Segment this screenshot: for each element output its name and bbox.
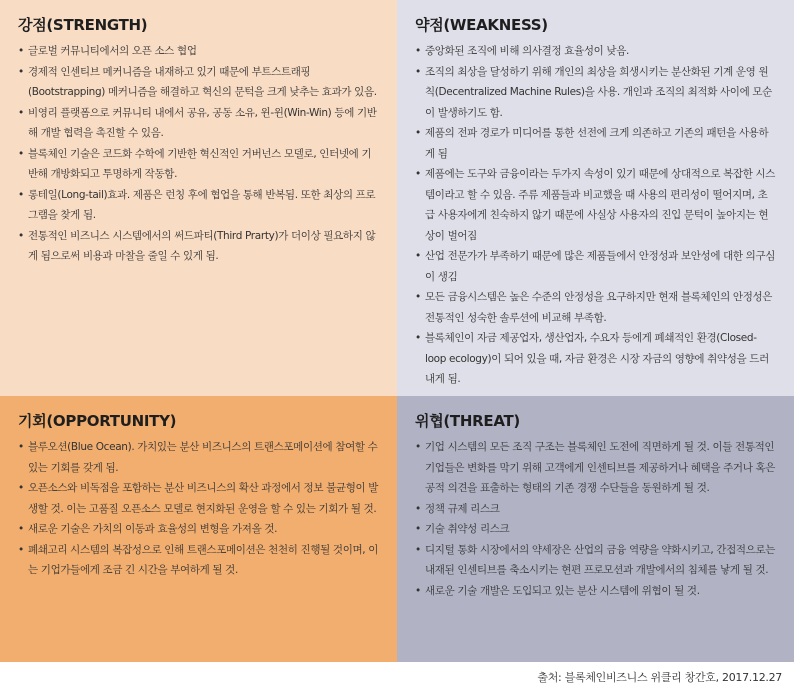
strength-quadrant bbox=[0, 0, 397, 396]
list-item: • 블록체인 기술은 코드화 수학에 기반한 혁신적인 거버넌스 모델로, 인터넷에 기반해 개방화되고 투명하게 작동함. bbox=[18, 144, 379, 185]
list-item: • 산업 전문가가 부족하기 때문에 많은 제품들에서 안정성과 보안성에 대한 의구심이 생김 bbox=[415, 246, 776, 287]
list-item: • 제품의 전파 경로가 미디어를 통한 선전에 크게 의존하고 기존의 패턴을 사용하게 됨 bbox=[415, 123, 776, 164]
opportunity-title: 기회(OPPORTUNITY) bbox=[18, 412, 177, 430]
list-item: • 블록체인이 자금 제공업자, 생산업자, 수요자 등에게 폐쇄적인 환경(Closed-loop ecology)이 되어 있을 때, 자금 환경은 시장 자금의 영향에 취약성을 드러내게 됨. bbox=[415, 328, 776, 390]
opportunity-quadrant bbox=[0, 396, 397, 662]
strength-title: 강점(STRENGTH) bbox=[18, 16, 148, 34]
weakness-quadrant bbox=[397, 0, 794, 396]
list-item: • 경제적 인센티브 메커니즘을 내재하고 있기 때문에 부트스트래핑(Bootstrapping) 메커니즘을 해결하고 혁신의 문턱을 크게 낮추는 효과가 있음. bbox=[18, 62, 379, 103]
list-item: • 오픈소스와 비독점을 포함하는 분산 비즈니스의 확산 과정에서 정보 불균형이 발생할 것. 이는 고품질 오픈소스 모델로 현지화된 운영을 할 수 있는 기회가 될 것. bbox=[18, 478, 379, 519]
list-item: • 새로운 기술 개발은 도입되고 있는 분산 시스템에 위협이 될 것. bbox=[415, 581, 776, 602]
list-item: • 제품에는 도구와 금융이라는 두가지 속성이 있기 때문에 상대적으로 복잡한 시스템이라고 할 수 있음. 주류 제품들과 비교했을 때 사용의 편리성이 떨어지며, 초급 사용자에게 친숙하지 않기 때문에 사실상 사용자의 진입 문턱이 높아지는 현상이 벌어짐 bbox=[415, 164, 776, 246]
threat-list bbox=[415, 437, 776, 601]
list-item: • 정책 규제 리스크 bbox=[415, 499, 776, 520]
list-item: • 글로벌 커뮤니티에서의 오픈 소스 협업 bbox=[18, 41, 379, 62]
strength-list bbox=[18, 41, 379, 267]
list-item: • 비영리 플랫폼으로 커뮤니티 내에서 공유, 공동 소유, 윈-윈(Win-Win) 등에 기반해 개발 협력을 촉진할 수 있음. bbox=[18, 103, 379, 144]
list-item: • 디지털 통화 시장에서의 약세장은 산업의 금융 역량을 약화시키고, 간접적으로는 내재된 인센티브를 축소시키는 현편 프로모션과 개발에서의 침체를 낳게 될 것. bbox=[415, 540, 776, 581]
list-item: • 롱테일(Long-tail)효과. 제품은 런칭 후에 협업을 통해 반복됨. 또한 최상의 프로그램을 찾게 됨. bbox=[18, 185, 379, 226]
list-item: • 새로운 기술은 가치의 이동과 효율성의 변형을 가져올 것. bbox=[18, 519, 379, 540]
list-item: • 기술 취약성 리스크 bbox=[415, 519, 776, 540]
list-item: • 중앙화된 조직에 비해 의사결정 효율성이 낮음. bbox=[415, 41, 776, 62]
list-item: • 기업 시스템의 모든 조직 구조는 블록체인 도전에 직면하게 될 것. 이들 전통적인 기업들은 변화를 막기 위해 고객에게 인센티브를 제공하거나 혜택을 주거나 혹은 공적 의견을 표출하는 형태의 기존 경쟁 수단들을 동원하게 될 것. bbox=[415, 437, 776, 499]
weakness-title: 약점(WEAKNESS) bbox=[415, 16, 548, 34]
weakness-list bbox=[415, 41, 776, 390]
list-item: • 조직의 최상을 달성하기 위해 개인의 최상을 희생시키는 분산화된 기계 운영 원칙(Decentralized Machine Rules)을 사용. 개인과 조직의 최적화 사이에 모순이 발생하기도 함. bbox=[415, 62, 776, 124]
source-caption: 출처: 블록체인비즈니스 위클리 창간호, 2017.12.27 bbox=[537, 671, 782, 684]
threat-title: 위협(THREAT) bbox=[415, 412, 520, 430]
list-item: • 폐쇄고리 시스템의 복잡성으로 인해 트랜스포메이션은 천천히 진행될 것이며, 이는 기업가들에게 조금 긴 시간을 부여하게 될 것. bbox=[18, 540, 379, 581]
list-item: • 모든 금융시스템은 높은 수준의 안정성을 요구하지만 현재 블록체인의 안정성은 전통적인 성숙한 솔루션에 비교해 부족함. bbox=[415, 287, 776, 328]
opportunity-list bbox=[18, 437, 379, 581]
threat-quadrant bbox=[397, 396, 794, 662]
list-item: • 블루오션(Blue Ocean). 가치있는 분산 비즈니스의 트랜스포메이션에 참여할 수 있는 기회를 갖게 됨. bbox=[18, 437, 379, 478]
list-item: • 전통적인 비즈니스 시스템에서의 써드파티(Third Prarty)가 더이상 필요하지 않게 됨으로써 비용과 마찰을 줄일 수 있게 됨. bbox=[18, 226, 379, 267]
